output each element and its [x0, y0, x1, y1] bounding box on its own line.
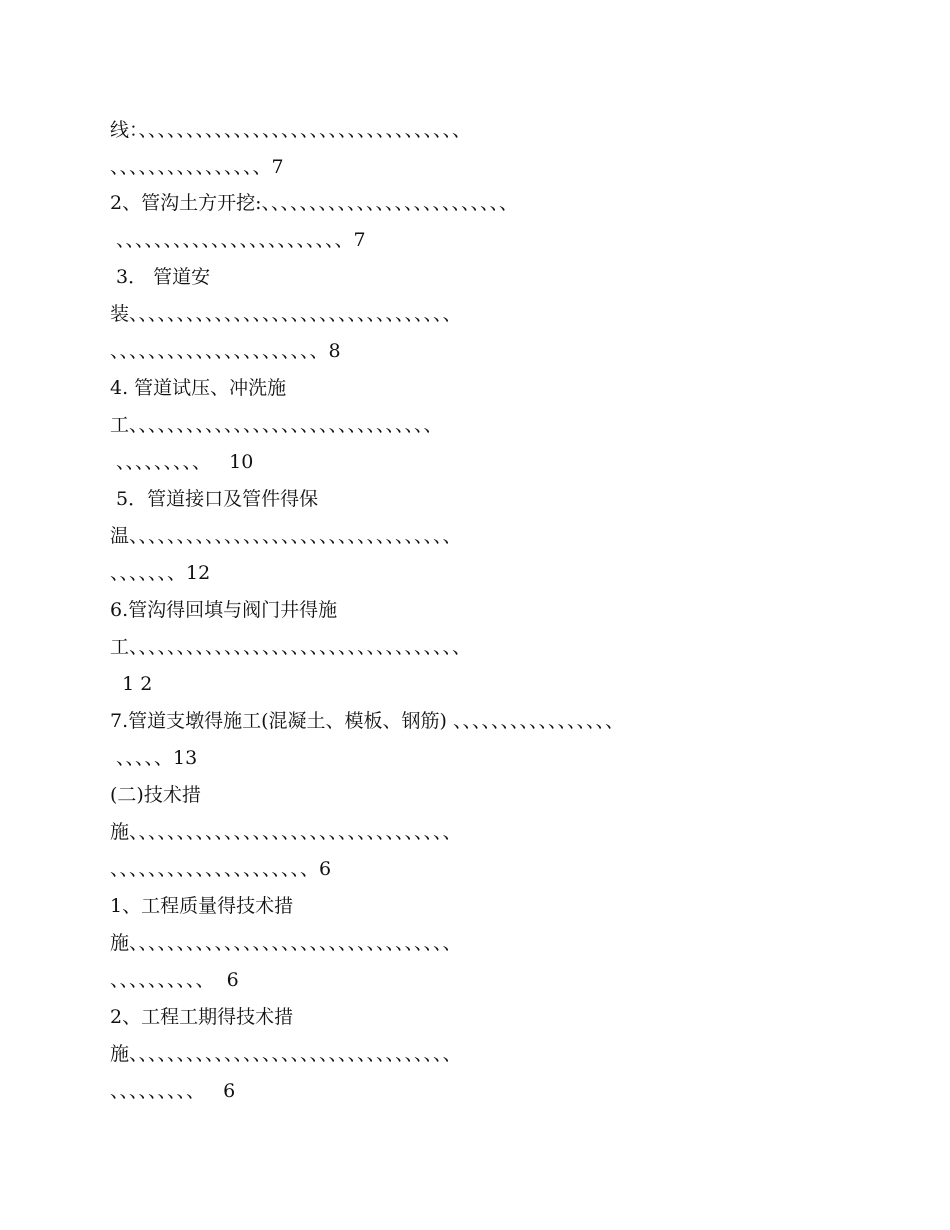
toc-line: 4. 管道试压、冲洗施	[110, 377, 287, 399]
toc-line: 温、、、、、、、、、、、、、、、、、、、、、、、、、、、、、、、、、、	[110, 525, 462, 547]
toc-line: 2、管沟土方开挖:、、、、、、、、、、、、、、、、、、、、、、、、、、	[110, 192, 518, 214]
toc-line: 、、、、、、、、、 10	[110, 451, 254, 473]
toc-line: 6.管沟得回填与阀门井得施	[110, 599, 338, 621]
toc-line: 装、、、、、、、、、、、、、、、、、、、、、、、、、、、、、、、、、、	[110, 303, 462, 325]
toc-line: 工、、、、、、、、、、、、、、、、、、、、、、、、、、、、、、、、	[110, 414, 443, 436]
toc-line: 线：、、、、、、、、、、、、、、、、、、、、、、、、、、、、、、、、、、	[110, 119, 472, 141]
toc-line: 、、、、、、、、、、 6	[110, 969, 239, 991]
toc-line: 3． 管道安	[110, 266, 211, 288]
toc-line: 5．管道接口及管件得保	[110, 488, 319, 510]
toc-line: 、、、、、、、、、 6	[110, 1080, 236, 1102]
toc-line: 7.管道支墩得施工(混凝土、模板、钢筋) 、、、、、、、、、、、、、、、、、	[110, 710, 624, 732]
toc-line: 、、、、、、、、、、、、、、、、、、、、、、8	[110, 340, 341, 362]
toc-line: 施、、、、、、、、、、、、、、、、、、、、、、、、、、、、、、、、、、	[110, 932, 462, 954]
toc-line: 、、、、、、、、、、、、、、、、、、、、、、、、7	[110, 229, 366, 251]
toc-line: 2、工程工期得技术措	[110, 1006, 294, 1028]
toc-line: (二)技术措	[110, 784, 201, 806]
toc-line: 施、、、、、、、、、、、、、、、、、、、、、、、、、、、、、、、、、、	[110, 1043, 462, 1065]
toc-line: 、、、、、、、、、、、、、、、、、、、、、6	[110, 858, 332, 880]
toc-line: 、、、、、、、、、、、、、、、、7	[110, 156, 284, 178]
toc-line: 、、、、、13	[110, 747, 198, 769]
toc-line: 施、、、、、、、、、、、、、、、、、、、、、、、、、、、、、、、、、、	[110, 821, 462, 843]
toc-line: 1、工程质量得技术措	[110, 895, 294, 917]
toc-line: 1 2	[110, 673, 153, 695]
toc-line: 工、、、、、、、、、、、、、、、、、、、、、、、、、、、、、、、、、、、	[110, 636, 472, 658]
toc-line: 、、、、、、、12	[110, 562, 211, 584]
